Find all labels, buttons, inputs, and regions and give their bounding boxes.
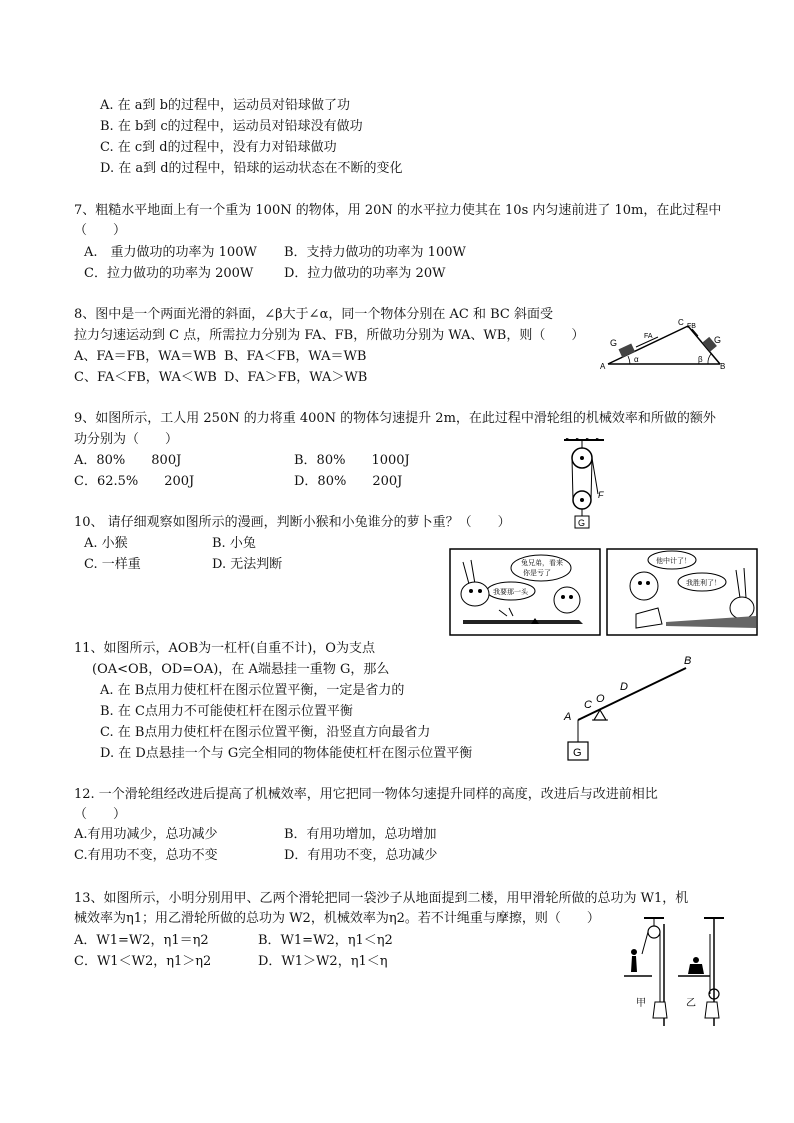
label-a: A — [564, 711, 572, 723]
q10-option-d: D. 无法判断 — [212, 557, 283, 572]
label-yi: 乙 — [686, 998, 696, 1009]
bubble-1b: 你是亏了 — [523, 570, 551, 577]
label-c: C — [678, 318, 684, 327]
q8-option-c: C、FA＜FB，WA＜WB — [74, 370, 217, 385]
bubble-4: 我胜利了！ — [686, 580, 721, 587]
q13-option-c: C．W1＜W2，η1＞η2 — [74, 954, 212, 969]
fixed-pulley-jia — [648, 926, 660, 938]
label-g-right: G — [714, 335, 722, 345]
q10-stem: 10、 请仔细观察如图所示的漫画，判断小猴和小兔谁分的萝卜重？（ ） — [74, 515, 511, 530]
label-b: B — [720, 362, 726, 371]
q7-stem: 7、粗糙水平地面上有一个重为 100N 的物体，用 20N 的水平拉力使其在 10s 内匀速前进了 10m，在此过程中 — [74, 203, 722, 218]
q6-option-b: B. 在 b到 c的过程中，运动员对铅球没有做功 — [100, 119, 363, 134]
q6-option-c: C. 在 c到 d的过程中，没有力对铅球做功 — [100, 140, 337, 155]
q8-stem: 8、图中是一个两面光滑的斜面，∠β大于∠α，同一个物体分别在 AC 和 BC 斜面受 — [74, 307, 553, 322]
q8-option-a: A、FA＝FB，WA＝WB — [74, 349, 217, 364]
q7-option-d: D．拉力做功的功率为 20W — [284, 266, 446, 281]
label-a: A — [600, 362, 606, 371]
q13-option-a: A．W1=W2，η1＝η2 — [74, 933, 209, 948]
q12-option-b: B．有用功增加，总功增加 — [284, 827, 437, 842]
q8-stem-2: 拉力匀速运动到 C 点，所需拉力分别为 FA、FB，所做功分别为 WA、WB，则（ ） — [74, 328, 585, 343]
label-o: O — [596, 693, 605, 705]
q6-option-a: A. 在 a到 b的过程中，运动员对铅球做了功 — [100, 98, 350, 113]
bubble-2: 我要那一头 — [493, 589, 528, 596]
q13-stem: 13、如图所示，小明分别用甲、乙两个滑轮把同一袋沙子从地面提到二楼，用甲滑轮所做的总功为 W1，机 — [74, 891, 689, 906]
q12-stem: 12. 一个滑轮组经改进后提高了机械效率，用它把同一物体匀速提升同样的高度，改进后与改进前相比 — [74, 787, 658, 802]
label-g-left: G — [610, 338, 618, 348]
q11-option-a: A. 在 B点用力使杠杆在图示位置平衡，一定是省力的 — [100, 683, 405, 698]
pulley-comparison-figure — [620, 914, 730, 1032]
q10-option-b: B. 小兔 — [212, 536, 256, 551]
q9-stem: 9、如图所示，工人用 250N 的力将重 400N 的物体匀速提升 2m，在此过程中滑轮组的机械效率和所做的额外 — [74, 411, 716, 426]
label-g: G — [578, 518, 586, 528]
q10-option-a: A. 小猴 — [84, 536, 128, 551]
label-c: C — [584, 699, 592, 711]
label-jia: 甲 — [636, 998, 646, 1009]
q12-option-a: A.有用功减少，总功减少 — [74, 827, 218, 842]
q9-option-b: B．80% 1000J — [294, 453, 410, 468]
q9-option-a: A．80% 800J — [74, 453, 182, 468]
q9-option-c: C．62.5% 200J — [74, 474, 195, 489]
q11-option-c: C. 在 B点用力使杠杆在图示位置平衡，沿竖直方向最省力 — [100, 725, 431, 740]
q13-option-d: D．W1＞W2，η1＜η — [258, 954, 388, 969]
label-fb: FB — [687, 323, 696, 330]
lever-figure — [560, 654, 696, 764]
q8-option-d: D、FA＞FB，WA＞WB — [224, 370, 368, 385]
q11-stem-2: (OA<OB，OD=OA)，在 A端悬挂一重物 G，那么 — [92, 662, 390, 677]
bubble-3: 他中计了！ — [656, 558, 691, 565]
person-yi — [688, 964, 704, 974]
q6-option-d: D. 在 a到 d的过程中，铅球的运动状态在不断的变化 — [100, 161, 403, 176]
q8-option-b: B、FA＜FB，WA＝WB — [224, 349, 367, 364]
label-fa: FA — [644, 333, 653, 340]
q12-option-d: D．有用功不变，总功减少 — [284, 848, 438, 863]
q13-option-b: B．W1=W2，η1＜η2 — [258, 933, 393, 948]
cartoon-panel-2 — [606, 548, 758, 636]
block-left — [619, 344, 635, 358]
pulley-figure — [560, 438, 610, 532]
q11-stem: 11、如图所示，AOB为一杠杆(自重不计)，O为支点 — [74, 641, 375, 656]
q7-option-a: A. 重力做功的功率为 100W — [84, 245, 257, 260]
q10-option-c: C. 一样重 — [84, 557, 141, 572]
bubble-1: 兔兄弟，看来 — [521, 560, 563, 567]
label-f: F — [598, 490, 604, 500]
q7-option-b: B．支持力做功的功率为 100W — [284, 245, 466, 260]
label-g: G — [573, 747, 582, 759]
incline-figure — [600, 316, 730, 372]
sandbag-jia — [653, 1002, 667, 1018]
label-alpha: α — [634, 355, 639, 364]
q12-stem-paren: （ ） — [74, 807, 127, 822]
q11-option-d: D. 在 D点悬挂一个与 G完全相同的物体能使杠杆在图示位置平衡 — [100, 746, 473, 761]
q13-stem-2: 械效率为η1；用乙滑轮所做的总功为 W2，机械效率为η2。若不计绳重与摩擦，则（ ） — [74, 911, 600, 926]
q7-option-c: C．拉力做功的功率为 200W — [84, 266, 254, 281]
q7-stem-paren: （ ） — [74, 223, 127, 238]
sandbag-yi — [705, 1002, 719, 1018]
label-d: D — [620, 681, 628, 693]
q9-stem-2: 功分别为（ ） — [74, 432, 179, 447]
person-jia — [631, 956, 637, 972]
q11-option-b: B. 在 C点用力不可能使杠杆在图示位置平衡 — [100, 704, 353, 719]
q9-option-d: D．80% 200J — [294, 474, 403, 489]
label-beta: β — [698, 355, 703, 364]
cartoon-panel-1 — [449, 548, 601, 636]
q12-option-c: C.有用功不变，总功不变 — [74, 848, 218, 863]
label-b: B — [684, 655, 692, 667]
